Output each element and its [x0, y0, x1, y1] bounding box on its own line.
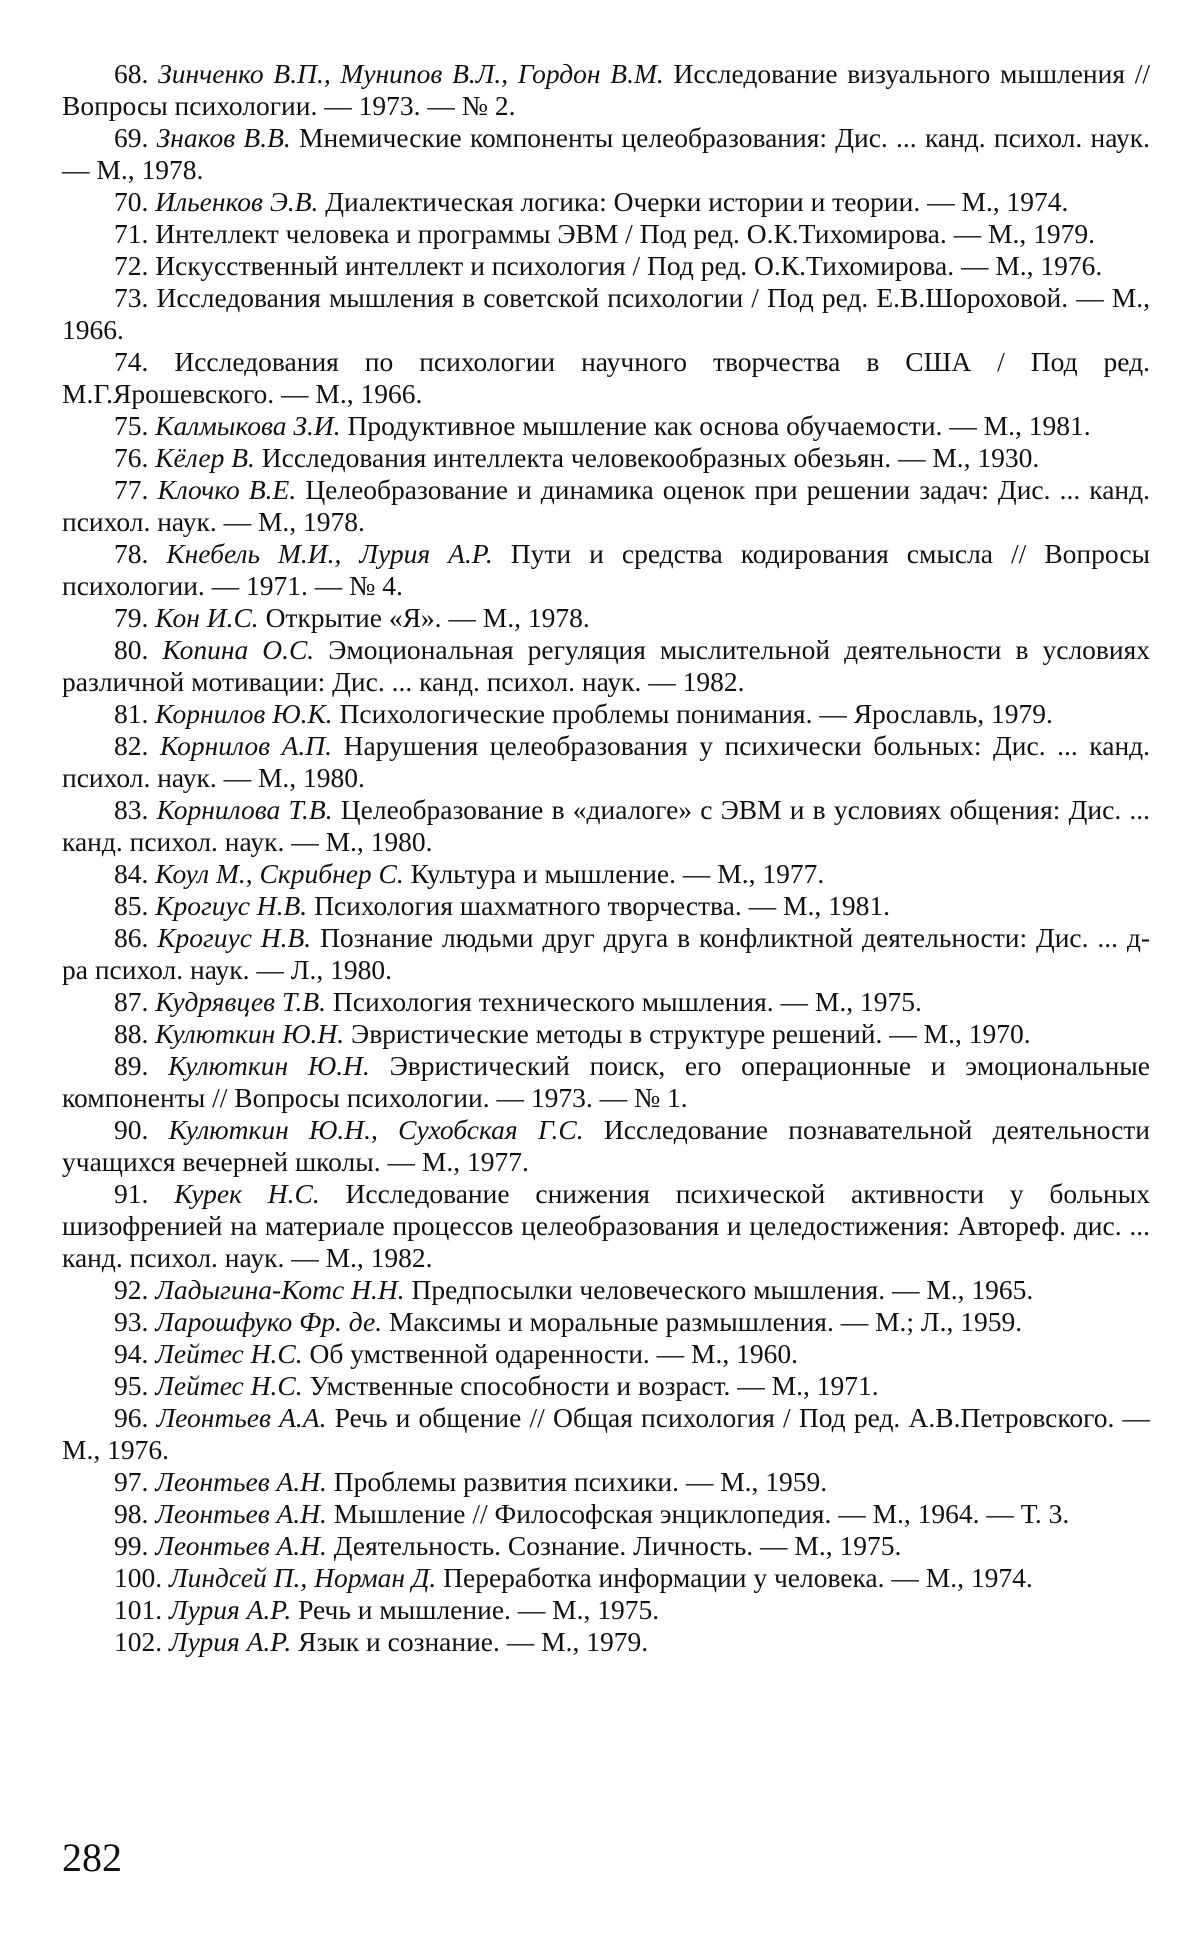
reference-text: Психологические проблемы понимания. — Ярославль, 1979. [339, 698, 1053, 729]
reference-author: Ладыгина-Котс Н.Н. [155, 1274, 405, 1305]
reference-item [62, 1402, 1150, 1466]
reference-author: Корнилов Ю.К. [155, 698, 333, 729]
reference-author: Леонтьев А.Н. [155, 1530, 327, 1561]
reference-author: Зинченко В.П., Мунипов В.Л., Гордон В.М. [158, 58, 664, 89]
reference-item [62, 1338, 1150, 1370]
reference-number: 74. [114, 346, 149, 377]
reference-number: 88. [114, 1018, 149, 1049]
reference-text: Эвристические методы в структуре решений. — М., 1970. [351, 1018, 1031, 1049]
reference-number: 86. [114, 922, 149, 953]
reference-number: 73. [114, 282, 149, 313]
reference-author: Корнилов А.П. [159, 730, 333, 761]
reference-author: Ларошфуко Фр. де. [155, 1306, 383, 1337]
reference-number: 99. [114, 1530, 149, 1561]
reference-text: Предпосылки человеческого мышления. — М., 1965. [411, 1274, 1034, 1305]
reference-number: 96. [114, 1402, 149, 1433]
reference-number: 97. [114, 1466, 149, 1497]
reference-text: Интеллект человека и программы ЭВМ / Под ред. О.К.Тихомирова. — М., 1979. [155, 218, 1095, 249]
reference-item [62, 1498, 1150, 1530]
reference-number: 78. [114, 538, 149, 569]
reference-number: 93. [114, 1306, 149, 1337]
reference-number: 81. [114, 698, 149, 729]
reference-text: Искусственный интеллект и психология / Под ред. О.К.Тихомирова. — М., 1976. [155, 250, 1103, 281]
reference-number: 89. [114, 1050, 149, 1081]
reference-author: Кон И.С. [155, 602, 259, 633]
reference-text: Переработка информации у человека. — М., 1974. [443, 1562, 1033, 1593]
reference-text: Об умственной одаренности. — М., 1960. [309, 1338, 798, 1369]
reference-text: Исследование визуального мышления // Вопросы психологии. — 1973. — № 2. [62, 58, 1151, 121]
reference-text: Исследование снижения психической активности у больных шизофренией на материале процессов целеобразования и целедостижения: Автореф. дис. ... канд. психол. наук. — М., 1982. [62, 1178, 1150, 1273]
reference-author: Лурия А.Р. [169, 1626, 292, 1657]
reference-text: Мнемические компоненты целеобразования: Дис. ... канд. психол. наук. — М., 1978. [62, 122, 1151, 185]
reference-text: Психология шахматного творчества. — М., 1981. [314, 890, 890, 921]
reference-item [62, 698, 1150, 730]
reference-item [62, 1306, 1150, 1338]
reference-text: Деятельность. Сознание. Личность. — М., 1975. [333, 1530, 902, 1561]
reference-item [62, 282, 1150, 346]
reference-number: 92. [114, 1274, 149, 1305]
reference-author: Калмыкова З.И. [155, 410, 341, 441]
reference-text: Исследования интеллекта человекообразных обезьян. — М., 1930. [261, 442, 1040, 473]
reference-item [62, 410, 1150, 442]
reference-item [62, 1530, 1150, 1562]
reference-number: 98. [114, 1498, 149, 1529]
reference-number: 84. [114, 858, 149, 889]
reference-item [62, 1594, 1150, 1626]
reference-number: 79. [114, 602, 149, 633]
reference-item [62, 250, 1150, 282]
reference-item [62, 186, 1150, 218]
reference-number: 102. [114, 1626, 163, 1657]
reference-number: 70. [114, 186, 149, 217]
reference-number: 77. [114, 474, 149, 505]
reference-item [62, 922, 1150, 986]
reference-author: Кулюткин Ю.Н. [155, 1018, 345, 1049]
reference-text: Психология технического мышления. — М., 1975. [332, 986, 922, 1017]
reference-text: Максимы и моральные размышления. — М.; Л., 1959. [388, 1306, 1023, 1337]
reference-text: Целеобразование и динамика оценок при решении задач: Дис. ... канд. психол. наук. — М., 1978. [62, 474, 1151, 537]
reference-item [62, 58, 1150, 122]
reference-text: Речь и общение // Общая психология / Под ред. А.В.Петровского. — М., 1976. [62, 1402, 1151, 1465]
reference-number: 87. [114, 986, 149, 1017]
reference-author: Крогиус Н.В. [157, 922, 312, 953]
reference-author: Копина О.С. [162, 634, 315, 665]
reference-item [62, 1114, 1150, 1178]
reference-text: Исследования по психологии научного творчества в США / Под ред. М.Г.Ярошевского. — М., 1966. [62, 346, 1151, 409]
reference-item [62, 730, 1150, 794]
reference-number: 83. [114, 794, 149, 825]
reference-author: Лейтес Н.С. [155, 1338, 303, 1369]
reference-number: 76. [114, 442, 149, 473]
reference-item [62, 890, 1150, 922]
reference-text: Мышление // Философская энциклопедия. — М., 1964. — Т. 3. [333, 1498, 1070, 1529]
reference-item [62, 602, 1150, 634]
reference-text: Открытие «Я». — М., 1978. [265, 602, 590, 633]
reference-list [62, 58, 1150, 1658]
reference-item [62, 986, 1150, 1018]
reference-author: Ильенков Э.В. [155, 186, 319, 217]
reference-author: Корнилова Т.В. [156, 794, 333, 825]
reference-text: Познание людьми друг друга в конфликтной деятельности: Дис. ... д-ра психол. наук. — Л., 1980. [62, 922, 1151, 985]
reference-number: 71. [114, 218, 149, 249]
reference-text: Исследования мышления в советской психологии / Под ред. Е.В.Шороховой. — М., 1966. [62, 282, 1150, 345]
reference-item [62, 858, 1150, 890]
reference-item [62, 1178, 1150, 1274]
reference-number: 90. [114, 1114, 149, 1145]
reference-text: Эвристический поиск, его операционные и эмоциональные компоненты // Вопросы психологии. — 1973. — № 1. [62, 1050, 1150, 1113]
reference-author: Леонтьев А.Н. [155, 1498, 327, 1529]
reference-number: 80. [114, 634, 149, 665]
reference-author: Линдсей П., Норман Д. [169, 1562, 437, 1593]
reference-item [62, 1018, 1150, 1050]
reference-number: 75. [114, 410, 149, 441]
reference-item [62, 218, 1150, 250]
reference-item [62, 1274, 1150, 1306]
reference-text: Продуктивное мышление как основа обучаемости. — М., 1981. [347, 410, 1091, 441]
reference-number: 91. [114, 1178, 149, 1209]
reference-author: Леонтьев А.А. [156, 1402, 327, 1433]
reference-text: Исследование познавательной деятельности учащихся вечерней школы. — М., 1977. [62, 1114, 1151, 1177]
reference-author: Кулюткин Ю.Н. [168, 1050, 370, 1081]
reference-text: Язык и сознание. — М., 1979. [298, 1626, 649, 1657]
reference-number: 101. [114, 1594, 163, 1625]
reference-text: Целеобразование в «диалоге» с ЭВМ и в условиях общения: Дис. ... канд. психол. наук. — М., 1980. [62, 794, 1151, 857]
reference-item [62, 346, 1150, 410]
reference-text: Пути и средства кодирования смысла // Вопросы психологии. — 1971. — № 4. [62, 538, 1151, 601]
reference-author: Крогиус Н.В. [155, 890, 308, 921]
reference-author: Клочко В.Е. [157, 474, 297, 505]
reference-number: 100. [114, 1562, 163, 1593]
reference-text: Нарушения целеобразования у психически больных: Дис. ... канд. психол. наук. — М., 1980. [62, 730, 1151, 793]
reference-text: Диалектическая логика: Очерки истории и теории. — М., 1974. [325, 186, 1069, 217]
reference-number: 68. [114, 58, 149, 89]
reference-author: Кулюткин Ю.Н., Сухобская Г.С. [168, 1114, 584, 1145]
reference-text: Умственные способности и возраст. — М., 1971. [309, 1370, 879, 1401]
reference-text: Речь и мышление. — М., 1975. [298, 1594, 660, 1625]
reference-author: Лурия А.Р. [169, 1594, 292, 1625]
reference-author: Кёлер В. [155, 442, 255, 473]
reference-item [62, 1370, 1150, 1402]
reference-number: 94. [114, 1338, 149, 1369]
reference-item [62, 538, 1150, 602]
reference-author: Знаков В.В. [156, 122, 291, 153]
reference-author: Лейтес Н.С. [155, 1370, 303, 1401]
reference-item [62, 122, 1150, 186]
reference-author: Курек Н.С. [174, 1178, 320, 1209]
reference-item [62, 634, 1150, 698]
reference-author: Кнебель М.И., Лурия А.Р. [166, 538, 493, 569]
reference-item [62, 1466, 1150, 1498]
page-content [62, 58, 1150, 1658]
reference-number: 95. [114, 1370, 149, 1401]
reference-number: 82. [114, 730, 149, 761]
reference-item [62, 794, 1150, 858]
reference-text: Культура и мышление. — М., 1977. [410, 858, 825, 889]
reference-author: Кудрявцев Т.В. [155, 986, 327, 1017]
reference-item [62, 442, 1150, 474]
page-number: 282 [62, 1835, 122, 1880]
reference-text: Проблемы развития психики. — М., 1959. [333, 1466, 828, 1497]
reference-item [62, 1050, 1150, 1114]
reference-number: 85. [114, 890, 149, 921]
reference-item [62, 1562, 1150, 1594]
reference-author: Леонтьев А.Н. [155, 1466, 327, 1497]
reference-author: Коул М., Скрибнер С. [155, 858, 404, 889]
reference-number: 69. [114, 122, 149, 153]
reference-item [62, 474, 1150, 538]
reference-item [62, 1626, 1150, 1658]
reference-number: 72. [114, 250, 149, 281]
reference-text: Эмоциональная регуляция мыслительной деятельности в условиях различной мотивации: Дис. ... канд. психол. наук. — 1982. [62, 634, 1151, 697]
